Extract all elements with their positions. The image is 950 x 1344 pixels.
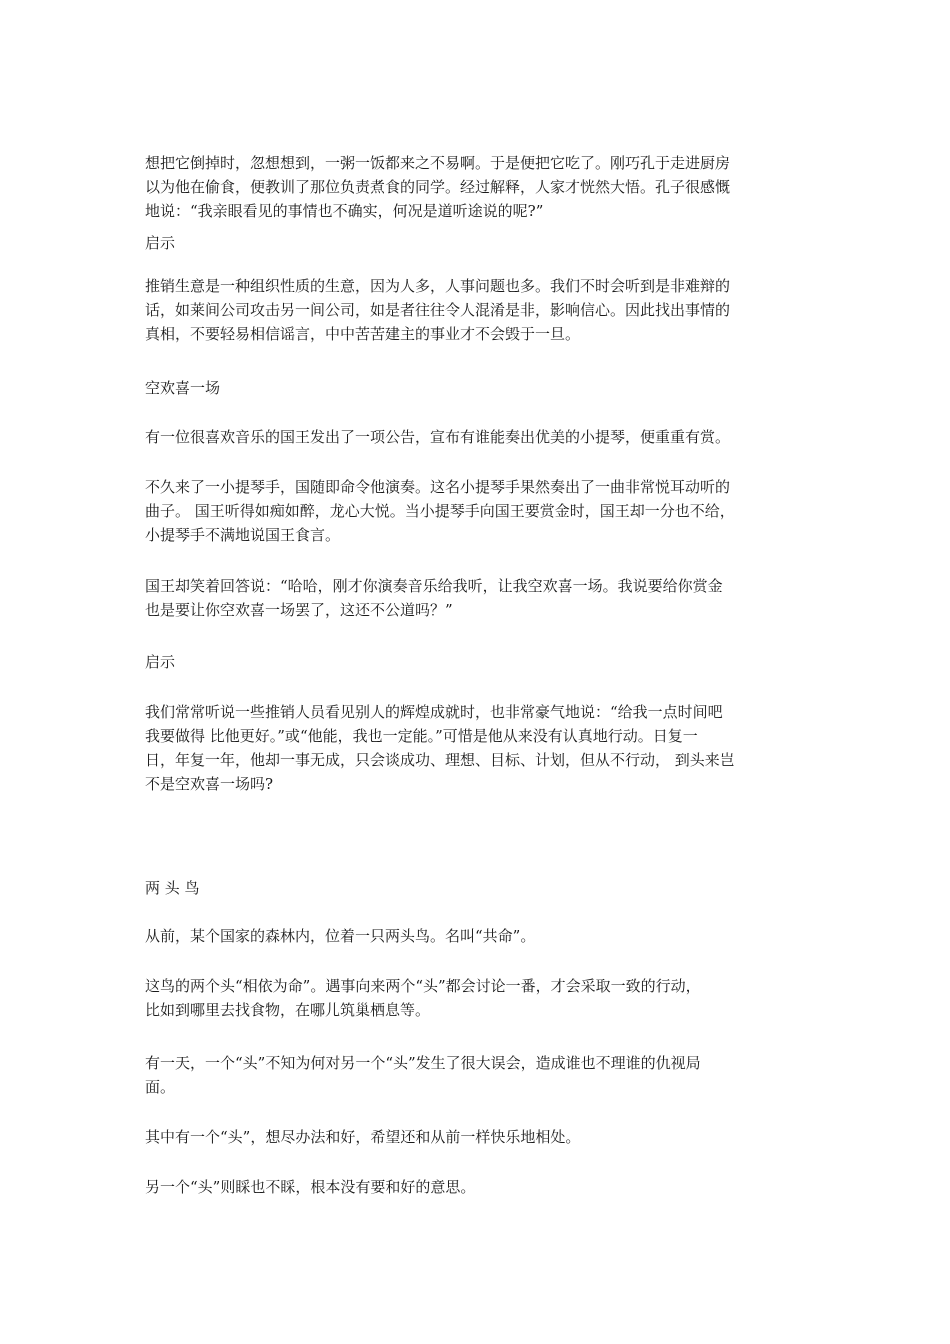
text-line: 其中有一个“头”，想尽办法和好，希望还和从前一样快乐地相处。 <box>145 1128 581 1146</box>
paragraph-ignore <box>145 1175 811 1199</box>
paragraph-violinist <box>145 475 811 547</box>
text-line: 不是空欢喜一场吗? <box>145 775 274 793</box>
text-line: 以为他在偷食，便教训了那位负责煮食的同学。经过解释，人家才恍然大悟。孔子很感慨 <box>145 178 731 196</box>
paragraph-bird-heads <box>145 974 811 1022</box>
text-line: 这鸟的两个头“相依为命”。遇事向来两个“头”都会讨论一番，才会采取一致的行动， <box>145 977 701 995</box>
text-line: 地说：“我亲眼看见的事情也不确实，何况是道听途说的呢?” <box>145 202 544 220</box>
text-line: 有一天，一个“头”不知为何对另一个“头”发生了很大误会，造成谁也不理谁的仇视局 <box>145 1054 701 1072</box>
text-line: 从前，某个国家的森林内，位着一只两头鸟。名叫“共命”。 <box>145 927 536 945</box>
text-line: 推销生意是一种组织性质的生意，因为人多，人事问题也多。我们不时会听到是非难辩的 <box>145 277 731 295</box>
text-line: 比如到哪里去找食物，在哪儿筑巢栖息等。 <box>145 1001 431 1019</box>
text-line: 日，年复一年，他却一事无成，只会谈成功、理想、目标、计划，但从不行动， 到头来岂 <box>145 751 735 769</box>
section-heading-insight-1: 启示 <box>145 234 176 252</box>
paragraph-king-reply <box>145 574 811 622</box>
paragraph-insight-2 <box>145 700 811 796</box>
section-heading-insight-2: 启示 <box>145 653 176 671</box>
paragraph-reconcile <box>145 1125 811 1149</box>
text-line: 有一位很喜欢音乐的国王发出了一项公告，宣布有谁能奏出优美的小提琴，便重重有赏。 <box>145 428 731 446</box>
text-line: 国王却笑着回答说：“哈哈，刚才你演奏音乐给我听，让我空欢喜一场。我说要给你赏金 <box>145 577 723 595</box>
section-heading-two-headed-bird: 两 头 鸟 <box>145 879 200 897</box>
text-line: 我要做得 比他更好。”或“他能，我也一定能。”可惜是他从来没有认真地行动。日复一 <box>145 727 698 745</box>
paragraph-king-announcement <box>145 425 811 449</box>
text-line: 不久来了一小提琴手，国随即命令他演奏。这名小提琴手果然奏出了一曲非常悦耳动听的 <box>145 478 731 496</box>
section-heading-empty-joy: 空欢喜一场 <box>145 379 221 397</box>
text-line: 话，如莱间公司攻击另一间公司，如是者往往令人混淆是非，影响信心。因此找出事情的 <box>145 301 731 319</box>
text-line: 也是要让你空欢喜一场罢了，这还不公道吗？” <box>145 601 453 619</box>
text-line: 另一个“头”则睬也不睬，根本没有要和好的意思。 <box>145 1178 476 1196</box>
text-line: 我们常常听说一些推销人员看见别人的辉煌成就时，也非常豪气地说：“给我一点时间吧 <box>145 703 723 721</box>
paragraph-insight-1 <box>145 274 811 346</box>
paragraph-misunderstanding <box>145 1051 811 1099</box>
text-line: 想把它倒掉时，忽想想到，一粥一饭都来之不易啊。于是便把它吃了。刚巧孔于走进厨房 <box>145 154 731 172</box>
text-line: 面。 <box>145 1078 176 1096</box>
paragraph-bird-intro <box>145 924 811 948</box>
paragraph-confucius-story <box>145 151 811 223</box>
text-line: 曲子。 国王听得如痴如醉，龙心大悦。当小提琴手向国王要赏金时，国王却一分也不给， <box>145 502 735 520</box>
text-line: 真相，不要轻易相信谣言，中中苦苦建主的事业才不会毁于一旦。 <box>145 325 581 343</box>
text-line: 小提琴手不满地说国王食言。 <box>145 526 341 544</box>
